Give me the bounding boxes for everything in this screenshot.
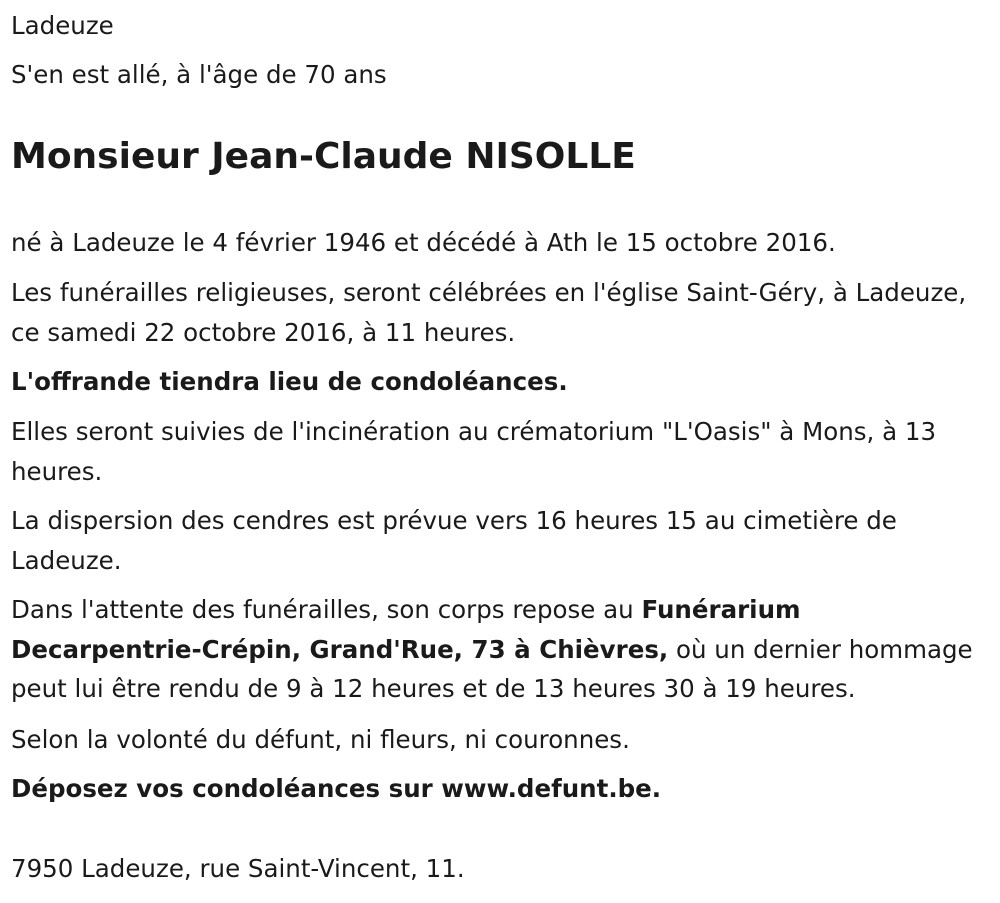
address-line: 7950 Ladeuze, rue Saint-Vincent, 11.: [11, 854, 465, 883]
condolences-paragraph: Déposez vos condoléances sur www.defunt.be.: [11, 774, 662, 803]
place-line: Ladeuze: [11, 11, 114, 40]
funeral-paragraph: Les funérailles religieuses, seront célébrées en l'église Saint-Géry, à Ladeuze, ce samedi 22 octobre 2016, à 11 heures.: [11, 278, 967, 347]
wake-paragraph: [11, 590, 996, 709]
cremation-paragraph: Elles seront suivies de l'incinération au crématorium "L'Oasis" à Mons, à 13 heures.: [11, 417, 937, 486]
wishes-paragraph: Selon la volonté du défunt, ni fleurs, ni couronnes.: [11, 725, 630, 754]
birth-death-paragraph: né à Ladeuze le 4 février 1946 et décédé à Ath le 15 octobre 2016.: [11, 228, 836, 257]
wake-text-before: Dans l'attente des funérailles, son corps repose au: [11, 595, 642, 624]
offering-paragraph: L'offrande tiendra lieu de condoléances.: [11, 367, 568, 396]
age-line: S'en est allé, à l'âge de 70 ans: [11, 60, 387, 89]
wake-text-after: où un dernier hommage peut lui être rendu de 9 à 12 heures et de 13 heures 30 à 19 heures.: [11, 634, 973, 703]
dispersion-paragraph: La dispersion des cendres est prévue vers 16 heures 15 au cimetière de Ladeuze.: [11, 506, 897, 575]
deceased-name: Monsieur Jean-Claude NISOLLE: [11, 136, 636, 177]
funeral-home: Funérarium Decarpentrie-Crépin, Grand'Rue, 73 à Chièvres,: [11, 595, 801, 664]
